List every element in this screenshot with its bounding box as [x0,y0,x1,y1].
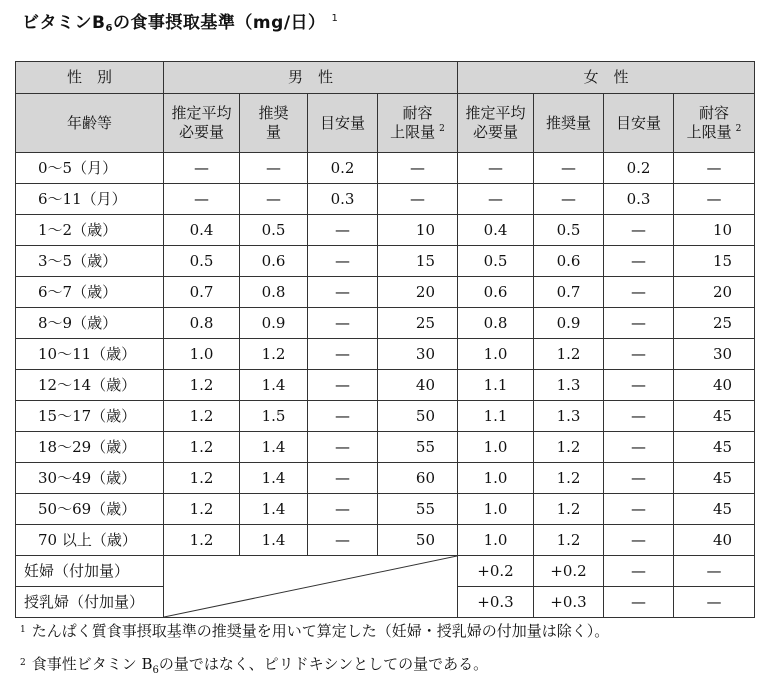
male-value-cell: 15 [378,246,458,277]
age-cell: 12～14（歳） [16,370,164,401]
female-value-cell: +0.3 [534,587,604,618]
male-value-cell: 0.5 [164,246,240,277]
vitamin-b6-table [15,61,755,618]
male-value-cell: 30 [378,339,458,370]
male-ai-header: 目安量 [308,94,378,153]
age-cell: 10～11（歳） [16,339,164,370]
female-ul-header: 耐容 上限量 $^2$ [674,94,755,153]
male-value-cell: 1.2 [240,339,308,370]
female-value-cell: — [604,587,674,618]
male-value-cell: 40 [378,370,458,401]
age-cell: 3～5（歳） [16,246,164,277]
age-cell: 18～29（歳） [16,432,164,463]
male-value-cell: 1.2 [164,494,240,525]
table-row [16,339,755,370]
male-value-cell: — [308,308,378,339]
female-value-cell: 1.3 [534,401,604,432]
female-value-cell: 25 [674,308,755,339]
female-value-cell: 40 [674,525,755,556]
male-value-cell: 0.5 [240,215,308,246]
male-value-cell: — [378,153,458,184]
sex-header: 性 別 [16,62,164,94]
male-value-cell: 1.4 [240,370,308,401]
male-ear-header: 推定平均 必要量 [164,94,240,153]
female-value-cell: 0.5 [534,215,604,246]
male-value-cell: 1.4 [240,432,308,463]
female-value-cell: 0.6 [458,277,534,308]
female-value-cell: — [458,153,534,184]
male-value-cell: 1.2 [164,463,240,494]
male-ul-header: 耐容 上限量 $^2$ [378,94,458,153]
female-value-cell: 0.3 [604,184,674,215]
male-value-cell: 10 [378,215,458,246]
male-value-cell: 50 [378,525,458,556]
female-value-cell: 1.0 [458,463,534,494]
male-value-cell: — [308,463,378,494]
age-cell: 8～9（歳） [16,308,164,339]
female-value-cell: — [604,525,674,556]
female-value-cell: 1.2 [534,525,604,556]
male-value-cell: 1.5 [240,401,308,432]
female-value-cell: — [604,215,674,246]
male-value-cell: 1.2 [164,370,240,401]
male-value-cell: — [308,370,378,401]
male-value-cell: — [308,215,378,246]
female-value-cell: 1.2 [534,494,604,525]
male-value-cell: 55 [378,494,458,525]
female-value-cell: — [674,587,755,618]
female-value-cell: 0.2 [604,153,674,184]
female-rda-header: 推奨量 [534,94,604,153]
male-value-cell: 0.6 [240,246,308,277]
male-value-cell: — [308,246,378,277]
female-value-cell: 0.6 [534,246,604,277]
female-value-cell: 1.2 [534,463,604,494]
table-row [16,184,755,215]
male-value-cell: — [164,153,240,184]
male-value-cell: — [308,432,378,463]
female-value-cell: 30 [674,339,755,370]
page-title: ビタミン$B_6$の食事摂取基準（mg/日） $^1$ [22,13,339,34]
age-cell: 1～2（歳） [16,215,164,246]
male-value-cell: — [308,525,378,556]
male-value-cell: 1.2 [164,432,240,463]
age-cell: 6～11（月） [16,184,164,215]
age-cell: 0～5（月） [16,153,164,184]
male-value-cell: 0.4 [164,215,240,246]
female-value-cell: 15 [674,246,755,277]
female-value-cell: — [604,370,674,401]
male-value-cell: — [378,184,458,215]
female-value-cell: +0.2 [534,556,604,587]
female-value-cell: — [604,246,674,277]
female-value-cell: 45 [674,494,755,525]
male-value-cell: — [308,494,378,525]
female-value-cell: — [604,494,674,525]
table-row [16,432,755,463]
female-value-cell: — [604,339,674,370]
age-cell: 6～7（歳） [16,277,164,308]
age-cell: 15～17（歳） [16,401,164,432]
female-value-cell: 1.0 [458,494,534,525]
male-value-cell: 0.8 [164,308,240,339]
female-value-cell: — [674,184,755,215]
female-value-cell: 0.8 [458,308,534,339]
female-value-cell: — [604,432,674,463]
table-row [16,277,755,308]
female-value-cell: 0.7 [534,277,604,308]
male-value-cell: 50 [378,401,458,432]
female-value-cell: +0.2 [458,556,534,587]
female-value-cell: 1.2 [534,432,604,463]
male-value-cell: 1.2 [164,525,240,556]
male-value-cell: 0.9 [240,308,308,339]
not-applicable-cell [164,556,458,618]
male-rda-header: 推奨 量 [240,94,308,153]
male-value-cell: — [308,339,378,370]
female-value-cell: — [674,153,755,184]
group-label-cell: 妊婦（付加量） [16,556,164,587]
male-value-cell: 1.4 [240,494,308,525]
male-value-cell: 0.2 [308,153,378,184]
female-value-cell: 1.1 [458,370,534,401]
female-value-cell: 10 [674,215,755,246]
table-row [16,494,755,525]
female-value-cell: 40 [674,370,755,401]
female-value-cell: 20 [674,277,755,308]
male-value-cell: 0.7 [164,277,240,308]
female-header: 女 性 [458,62,755,94]
female-value-cell: 0.4 [458,215,534,246]
male-value-cell: — [164,184,240,215]
female-value-cell: 1.0 [458,525,534,556]
female-value-cell: 1.3 [534,370,604,401]
male-value-cell: 0.8 [240,277,308,308]
footnote-2: $^2$ 食事性ビタミン $B_6$の量ではなく、ピリドキシンとしての量である。 [20,655,489,676]
age-cell: 50～69（歳） [16,494,164,525]
male-value-cell: — [308,277,378,308]
table-row [16,525,755,556]
male-value-cell: 55 [378,432,458,463]
table-row [16,556,755,587]
female-value-cell: — [534,184,604,215]
female-value-cell: 1.0 [458,339,534,370]
table-row [16,463,755,494]
female-value-cell: 0.9 [534,308,604,339]
female-value-cell: — [674,556,755,587]
female-value-cell: 1.2 [534,339,604,370]
female-value-cell: +0.3 [458,587,534,618]
female-value-cell: 0.5 [458,246,534,277]
male-value-cell: — [240,153,308,184]
male-value-cell: 1.4 [240,525,308,556]
male-value-cell: — [240,184,308,215]
female-value-cell: 45 [674,432,755,463]
male-value-cell: 1.0 [164,339,240,370]
female-value-cell: 45 [674,463,755,494]
female-value-cell: — [604,556,674,587]
female-value-cell: 45 [674,401,755,432]
male-value-cell: — [308,401,378,432]
footnote-1: $^1$ たんぱく質食事摂取基準の推奨量を用いて算定した（妊婦・授乳婦の付加量は除く）。 [20,622,610,640]
female-value-cell: — [604,401,674,432]
table-row [16,153,755,184]
female-ear-header: 推定平均 必要量 [458,94,534,153]
male-value-cell: 25 [378,308,458,339]
table-row [16,215,755,246]
female-value-cell: 1.1 [458,401,534,432]
diagonal-line [164,556,457,617]
age-cell: 30～49（歳） [16,463,164,494]
age-header: 年齢等 [16,94,164,153]
table-row [16,370,755,401]
female-value-cell: — [604,463,674,494]
female-value-cell: — [604,308,674,339]
age-cell: 70 以上（歳） [16,525,164,556]
male-header: 男 性 [164,62,458,94]
female-value-cell: 1.0 [458,432,534,463]
group-label-cell: 授乳婦（付加量） [16,587,164,618]
female-value-cell: — [534,153,604,184]
male-value-cell: 1.4 [240,463,308,494]
female-value-cell: — [604,277,674,308]
table-row [16,246,755,277]
male-value-cell: 0.3 [308,184,378,215]
male-value-cell: 60 [378,463,458,494]
male-value-cell: 1.2 [164,401,240,432]
table-row [16,308,755,339]
female-value-cell: — [458,184,534,215]
table-row [16,401,755,432]
male-value-cell: 20 [378,277,458,308]
female-ai-header: 目安量 [604,94,674,153]
